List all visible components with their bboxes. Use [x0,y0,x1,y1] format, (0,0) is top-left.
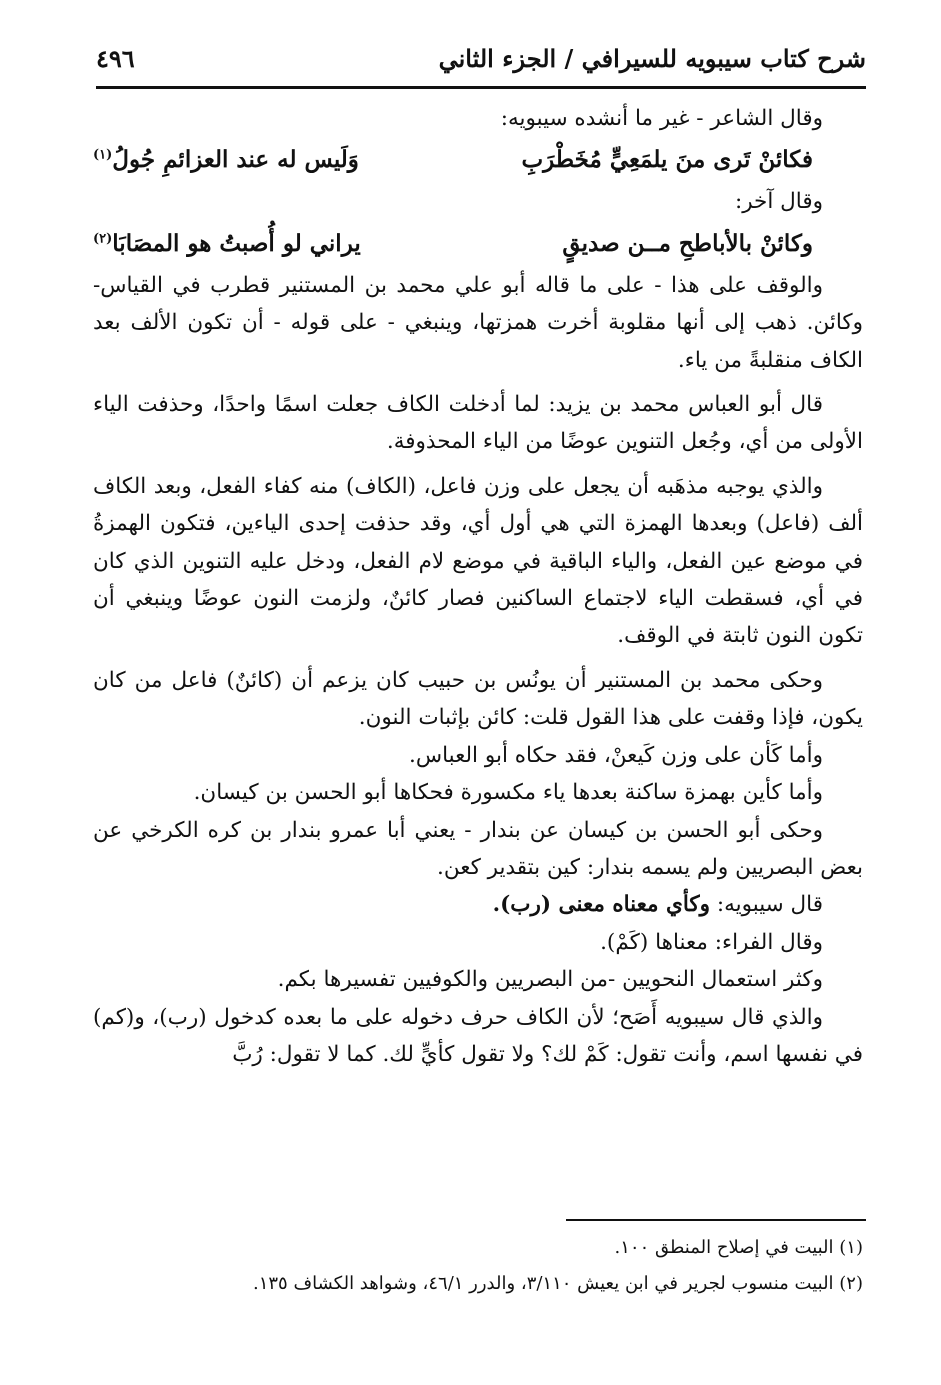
verse-second-hemistich [93,137,359,183]
paragraph: والوقف على هذا - على ما قاله أبو علي محمد بن المستنير قطرب في القياس- وكائن. ذهب إلى أنها مقلوبة أخرت همزتها، وينبغي - على قوله - أن تكون الألف بعد الكاف منقلبةً من ياء. [93,272,863,373]
running-title: شرح كتاب سيبويه للسيرافي / الجزء الثاني [438,43,866,73]
paragraph: وقال آخر: [734,189,823,215]
paragraph: وكثر استعمال النحويين -من البصريين والكوفيين تفسيرها بكم. [277,967,823,993]
paragraph: وأما كَأن على وزن كَيعنْ، فقد حكاه أبو العباس. [409,742,823,768]
sibawayh-quote: وكأي معناه معنى (رب). [492,892,711,918]
page-header [96,38,866,78]
poetry-verse-1 [93,137,863,183]
poetry-verse-2 [93,221,863,267]
verse-second-hemistich [93,221,361,267]
verse-text: يراني لو أُصبتُ هو المصَابَا [112,229,361,257]
paragraph: وقال الفراء: معناها (كَمْ). [600,929,823,955]
paragraph: قال أبو العباس محمد بن يزيد: لما أدخلت الكاف جعلت اسمًا واحدًا، وحذفت الياء الأولى من أي، وجُعل التنوين عوضًا من الياء المحذوفة. [93,392,863,455]
verse-first-hemistich: فكائنْ تَرى منَ يلمَعِيٍّ مُخَطْرَبِ [521,146,813,174]
footnote-marker: (١) [93,147,113,163]
footnote: (٢) البيت منسوب لجرير في ابن يعيش ٣/١١٠، والدرر ٤٦/١، وشواهد الكشاف ١٣٥. [252,1273,863,1294]
footnote: (١) البيت في إصلاح المنطق ١٠٠. [614,1237,863,1258]
paragraph: والذي يوجبه مذهَبه أن يجعل على وزن فاعل، (الكاف) منه كفاء الفعل، وبعد الكاف ألف (فاعل) وبعدها الهمزة التي هي أول أي، وقد حذفت إحدى الياءين، فتكون الهمزةُ في موضع عين الفعل، والياء الباقية في موضع لام الفعل، ودخل عليه التنوين الذي كان في أي، فسقطت الياء لاجتماع الساكنين فصار كائنٌ، ولزمت النون عوضًا وينبغي أن تكون النون ثابتة في الوقف. [93,473,863,649]
paragraph: وقال الشاعر - غير ما أنشده سيبويه: [500,106,823,131]
footnotes [93,1230,863,1302]
paragraph [93,886,863,923]
paragraph: وحكى محمد بن المستنير أن يونُس بن حبيب كان يزعم أن (كائنٌ) فاعل من كان يكون، فإذا وقفت على هذا القول قلت: كائن بإثبات النون. [93,667,863,731]
footnote-marker: (٢) [93,231,113,247]
paragraph: وحكى أبو الحسن بن كيسان عن بندار - يعني أبا عمرو بندار بن كره الكرخي عن بعض البصريين ولم يسمه بندار: كين بتقدير كعن. [93,817,863,880]
verse-first-hemistich: وكائنْ بالأباطحِ مــن صديقٍ [562,229,813,257]
main-text [93,100,863,1073]
paragraph: وأما كأين بهمزة ساكنة بعدها ياء مكسورة فحكاها أبو الحسن بن كيسان. [193,780,823,806]
text-run: قال سيبويه: [710,892,823,918]
paragraph: والذي قال سيبويه أَصَح؛ لأن الكاف حرف دخوله على ما بعده كدخول (رب)، و(كم) في نفسها اسم، وأنت تقول: كَمْ لك؟ ولا تقول كأيٍّ لك. كما لا تقول: رُبَّ [93,1004,863,1067]
header-rule [96,86,866,89]
verse-text: وَلَيس له عند العزائمِ جُولُ [112,146,359,174]
page-number: ٤٩٦ [96,43,135,73]
footnote-rule [566,1219,866,1221]
